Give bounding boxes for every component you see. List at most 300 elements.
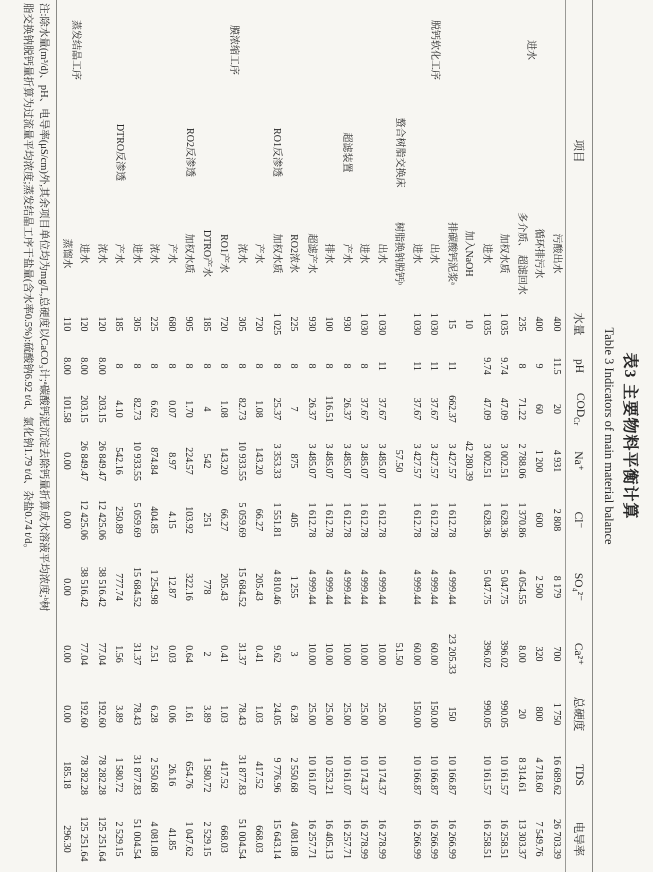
value-cell-6: 60.00 bbox=[428, 642, 440, 666]
value-cell-2: 60 bbox=[533, 404, 545, 415]
value-cell-7: 1.03 bbox=[253, 705, 265, 723]
value-cell-4: 12 425.06 bbox=[78, 500, 90, 541]
value-cell-7: 25.00 bbox=[323, 702, 335, 726]
value-cell-1: 8 bbox=[270, 363, 282, 369]
value-cell-6: 2 bbox=[200, 651, 212, 657]
value-cell-7: 78.43 bbox=[235, 702, 247, 726]
footnote-line: 注:除水量(m³/d)、pH、电导率(μS/cm)外,其余项目单位均为mg/L,总硬度以CaCO₃计;ᵃ碳酸钙泥沉淀去除钙量折算成水溶液平均浓度;ᵇ树 bbox=[38, 3, 50, 612]
stream-label: DTRO产水 bbox=[200, 229, 212, 278]
value-cell-4: 103.92 bbox=[183, 506, 195, 534]
value-cell-8: 31 877.83 bbox=[235, 755, 247, 796]
value-cell-7: 800 bbox=[533, 706, 545, 722]
value-cell-1: 8 bbox=[130, 363, 142, 369]
measure-header-5: SO₄²⁻ bbox=[566, 550, 593, 624]
value-cell-8: 1 580.72 bbox=[113, 757, 125, 793]
stream-label: 浓水 bbox=[95, 243, 107, 264]
value-cell-3: 143.20 bbox=[253, 447, 265, 475]
value-cell-4: 5 059.69 bbox=[235, 502, 247, 538]
value-cell-5: 4 999.44 bbox=[358, 569, 370, 605]
value-cell-8: 417.52 bbox=[253, 761, 265, 789]
value-cell-5: 4 999.44 bbox=[340, 569, 352, 605]
value-cell-8: 10 161.07 bbox=[305, 755, 317, 796]
value-cell-2: 203.15 bbox=[78, 395, 90, 423]
value-cell-9: 2 529.15 bbox=[200, 821, 212, 857]
value-cell-9: 296.30 bbox=[60, 825, 72, 853]
value-cell-5: 8 179 bbox=[550, 575, 562, 599]
value-cell-9: 7 549.76 bbox=[533, 821, 545, 857]
stream-label: 加权水质 bbox=[498, 233, 510, 274]
value-cell-7: 3.89 bbox=[200, 705, 212, 723]
stream-row bbox=[478, 0, 496, 872]
value-cell-1: 9.74 bbox=[498, 357, 510, 375]
value-cell-4: 1 551.81 bbox=[270, 502, 282, 538]
value-cell-3: 3 485.07 bbox=[375, 443, 387, 479]
value-cell-9: 4 081.08 bbox=[288, 821, 300, 857]
measure-header-1: pH bbox=[566, 346, 593, 386]
value-cell-9: 16 257.71 bbox=[340, 819, 352, 860]
stream-label: 浓水 bbox=[148, 243, 160, 264]
value-cell-6: 23 205.33 bbox=[445, 634, 457, 675]
value-cell-7: 0.00 bbox=[60, 705, 72, 723]
value-cell-3: 3 485.07 bbox=[340, 443, 352, 479]
value-cell-3: 3 427.57 bbox=[445, 443, 457, 479]
stream-row bbox=[408, 0, 426, 872]
value-cell-9: 16 258.51 bbox=[498, 819, 510, 860]
value-cell-1 bbox=[390, 346, 408, 386]
value-cell-5: 1 254.98 bbox=[148, 569, 160, 605]
value-cell-4: 404.85 bbox=[148, 506, 160, 534]
value-cell-3: 224.57 bbox=[183, 447, 195, 475]
table-header bbox=[566, 0, 593, 872]
value-cell-6: 77.04 bbox=[95, 642, 107, 666]
value-cell-4: 1 612.78 bbox=[358, 502, 370, 538]
value-cell-0: 400 bbox=[550, 316, 562, 332]
value-cell-5: 5 047.75 bbox=[480, 569, 492, 605]
value-cell-6: 0.41 bbox=[253, 645, 265, 663]
value-cell-3: 10 933.55 bbox=[235, 441, 247, 482]
value-cell-7 bbox=[460, 684, 478, 744]
value-cell-9: 4 081.08 bbox=[148, 821, 160, 857]
value-cell-2: 1.08 bbox=[218, 400, 230, 418]
value-cell-4: 5 059.69 bbox=[130, 502, 142, 538]
value-cell-2: 4.10 bbox=[113, 400, 125, 418]
value-cell-9 bbox=[460, 806, 478, 872]
value-cell-0 bbox=[390, 302, 408, 346]
value-cell-5: 15 684.52 bbox=[130, 567, 142, 608]
value-cell-0: 225 bbox=[288, 316, 300, 332]
value-cell-8: 10 161.07 bbox=[340, 755, 352, 796]
value-cell-4: 251 bbox=[200, 512, 212, 528]
value-cell-7: 6.28 bbox=[148, 705, 160, 723]
value-cell-9: 16 278.99 bbox=[358, 819, 370, 860]
process-subgroup-cell bbox=[425, 100, 495, 205]
process-group-cell: 进水 bbox=[525, 40, 537, 60]
value-cell-6: 1.56 bbox=[113, 645, 125, 663]
value-cell-3: 8.97 bbox=[165, 452, 177, 470]
value-cell-1: 8.00 bbox=[78, 357, 90, 375]
value-cell-9: 16 257.71 bbox=[305, 819, 317, 860]
value-cell-5: 778 bbox=[200, 579, 212, 595]
value-cell-5: 15 684.52 bbox=[235, 567, 247, 608]
value-cell-8: 78 282.28 bbox=[78, 755, 90, 796]
value-cell-6: 396.02 bbox=[480, 640, 492, 668]
value-cell-8: 10 253.21 bbox=[323, 755, 335, 796]
value-cell-8: 2 550.68 bbox=[288, 757, 300, 793]
value-cell-5: 4 999.44 bbox=[410, 569, 422, 605]
value-cell-6: 3 bbox=[288, 651, 300, 657]
value-cell-5: 5 047.75 bbox=[498, 569, 510, 605]
value-cell-6: 31.37 bbox=[130, 642, 142, 666]
value-cell-9: 125 251.64 bbox=[78, 816, 90, 862]
value-cell-6: 700 bbox=[550, 646, 562, 662]
value-cell-2: 662.37 bbox=[445, 395, 457, 423]
value-cell-7: 990.05 bbox=[498, 700, 510, 728]
stream-label: 出水 bbox=[375, 243, 387, 264]
value-cell-8: 10 166.87 bbox=[445, 755, 457, 796]
material-balance-table bbox=[57, 0, 594, 872]
value-cell-5: 38 516.42 bbox=[78, 567, 90, 608]
value-cell-7: 1.61 bbox=[183, 705, 195, 723]
value-cell-8: 10 166.87 bbox=[410, 755, 422, 796]
value-cell-6: 320 bbox=[533, 646, 545, 662]
value-cell-5: 38 516.42 bbox=[95, 567, 107, 608]
process-subgroup-cell: 超滤装置 bbox=[341, 132, 353, 173]
value-cell-5: 4 999.44 bbox=[305, 569, 317, 605]
value-cell-4: 600 bbox=[533, 512, 545, 528]
stream-label: 进水 bbox=[410, 243, 422, 264]
value-cell-7: 25.00 bbox=[375, 702, 387, 726]
value-cell-6: 10.00 bbox=[340, 642, 352, 666]
value-cell-1: 11.5 bbox=[550, 357, 562, 375]
value-cell-8: 185.18 bbox=[60, 761, 72, 789]
value-cell-8: 10 166.87 bbox=[428, 755, 440, 796]
value-cell-2: 26.37 bbox=[340, 397, 352, 421]
value-cell-3: 10 933.55 bbox=[130, 441, 142, 482]
value-cell-2 bbox=[390, 386, 408, 432]
value-cell-8: 417.52 bbox=[218, 761, 230, 789]
value-cell-7: 0.06 bbox=[165, 705, 177, 723]
value-cell-2: 1.70 bbox=[183, 400, 195, 418]
value-cell-9: 16 405.13 bbox=[323, 819, 335, 860]
value-cell-9: 51 004.54 bbox=[130, 819, 142, 860]
value-cell-6: 0.64 bbox=[183, 645, 195, 663]
value-cell-0: 680 bbox=[165, 316, 177, 332]
value-cell-0: 400 bbox=[533, 316, 545, 332]
value-cell-3: 3 002.51 bbox=[498, 443, 510, 479]
value-cell-7: 25.00 bbox=[358, 702, 370, 726]
stream-label: 树脂换钠脱钙ᵇ bbox=[393, 221, 405, 286]
value-cell-7: 150.00 bbox=[410, 700, 422, 728]
value-cell-9: 16 266.99 bbox=[445, 819, 457, 860]
value-cell-2: 203.15 bbox=[95, 395, 107, 423]
value-cell-9: 15 643.14 bbox=[270, 819, 282, 860]
stream-label: 加权水质 bbox=[270, 233, 282, 274]
stream-label: 产水 bbox=[340, 243, 352, 264]
process-subgroup-cell bbox=[57, 100, 93, 205]
value-cell-9: 16 278.99 bbox=[375, 819, 387, 860]
stream-label: 进水 bbox=[78, 243, 90, 264]
table-title-en: Table 3 Indicators of main material balance bbox=[602, 327, 616, 545]
measure-header-7: 总硬度 bbox=[566, 684, 593, 744]
value-cell-8: 26.16 bbox=[165, 763, 177, 787]
value-cell-6: 31.37 bbox=[235, 642, 247, 666]
value-cell-2: 26.37 bbox=[305, 397, 317, 421]
value-cell-5: 2 500 bbox=[533, 575, 545, 599]
value-cell-1: 8 bbox=[340, 363, 352, 369]
value-cell-2: 37.67 bbox=[410, 397, 422, 421]
stream-label: 进水 bbox=[480, 243, 492, 264]
value-cell-8: 10 174.37 bbox=[375, 755, 387, 796]
process-group-cell: 蒸发结晶工序 bbox=[70, 20, 82, 80]
value-cell-4: 66.27 bbox=[218, 508, 230, 532]
measure-header-3: Na⁺ bbox=[566, 432, 593, 490]
value-cell-0: 720 bbox=[253, 316, 265, 332]
value-cell-8: 31 877.83 bbox=[130, 755, 142, 796]
value-cell-8: 8 314.61 bbox=[515, 757, 527, 793]
stream-row bbox=[355, 0, 373, 872]
value-cell-9: 125 251.64 bbox=[95, 816, 107, 862]
value-cell-1: 8 bbox=[253, 363, 265, 369]
value-cell-0: 225 bbox=[148, 316, 160, 332]
value-cell-2: 4 bbox=[200, 406, 212, 412]
value-cell-1: 8 bbox=[165, 363, 177, 369]
value-cell-5: 1 255 bbox=[288, 575, 300, 599]
value-cell-6 bbox=[460, 624, 478, 684]
value-cell-4: 12 425.06 bbox=[95, 500, 107, 541]
process-subgroup-cell bbox=[495, 100, 566, 205]
value-cell-2: 47.09 bbox=[498, 397, 510, 421]
value-cell-9: 13 303.37 bbox=[515, 819, 527, 860]
process-subgroup-cell: DTRO反渗透 bbox=[114, 123, 125, 182]
value-cell-6: 2.51 bbox=[148, 645, 160, 663]
stream-label: 排水 bbox=[323, 243, 335, 264]
value-cell-4: 66.27 bbox=[253, 508, 265, 532]
value-cell-8: 654.76 bbox=[183, 761, 195, 789]
stream-label: 蒸馏水 bbox=[60, 238, 72, 269]
value-cell-5: 205.43 bbox=[218, 573, 230, 601]
value-cell-4 bbox=[460, 490, 478, 550]
stream-row bbox=[303, 0, 321, 872]
value-cell-3: 26 849.47 bbox=[78, 441, 90, 482]
value-cell-9: 16 266.99 bbox=[428, 819, 440, 860]
value-cell-2: 71.22 bbox=[515, 397, 527, 421]
value-cell-7: 150 bbox=[445, 706, 457, 722]
value-cell-3: 26 849.47 bbox=[95, 441, 107, 482]
value-cell-1: 9.74 bbox=[480, 357, 492, 375]
stream-label: 出水 bbox=[428, 243, 440, 264]
value-cell-2: 6.62 bbox=[148, 400, 160, 418]
value-cell-1: 11 bbox=[410, 361, 422, 371]
item-header-cell: 项目 bbox=[566, 0, 593, 302]
value-cell-1: 8 bbox=[288, 363, 300, 369]
value-cell-4: 1 370.86 bbox=[515, 502, 527, 538]
value-cell-1: 9 bbox=[533, 363, 545, 369]
value-cell-4: 1 612.78 bbox=[340, 502, 352, 538]
value-cell-0: 120 bbox=[78, 316, 90, 332]
value-cell-7: 25.00 bbox=[340, 702, 352, 726]
value-cell-1: 11 bbox=[375, 361, 387, 371]
value-cell-9: 16 266.99 bbox=[410, 819, 422, 860]
value-cell-3: 143.20 bbox=[218, 447, 230, 475]
value-cell-1: 8 bbox=[358, 363, 370, 369]
value-cell-5: 4 810.46 bbox=[270, 569, 282, 605]
value-cell-1: 8 bbox=[218, 363, 230, 369]
stream-row bbox=[548, 0, 566, 872]
value-cell-4 bbox=[390, 490, 408, 550]
value-cell-6: 10.00 bbox=[358, 642, 370, 666]
value-cell-6: 0.00 bbox=[60, 645, 72, 663]
process-group-cell: 脱钙软化工序 bbox=[429, 20, 440, 80]
value-cell-0: 1 030 bbox=[358, 312, 370, 336]
value-cell-5: 777.74 bbox=[113, 573, 125, 601]
value-cell-3: 3 002.51 bbox=[480, 443, 492, 479]
value-cell-8: 2 550.68 bbox=[148, 757, 160, 793]
value-cell-8: 1 580.72 bbox=[200, 757, 212, 793]
value-cell-3: 542.16 bbox=[113, 447, 125, 475]
value-cell-0: 1 030 bbox=[410, 312, 422, 336]
header-row bbox=[566, 0, 593, 872]
stream-label: 产水 bbox=[253, 243, 265, 264]
value-cell-3: 1 200 bbox=[533, 449, 545, 473]
footnote-line: 脂交换钠脱钙量折算为过流量平均浓度;蒸发结晶工序干盐量(含水率0.5%):硫酸钠6.92 t/d、氯化钠1.79 t/d、杂盐0.74 t/d。 bbox=[22, 3, 34, 554]
table-footnotes bbox=[19, 3, 52, 869]
stream-row bbox=[215, 0, 233, 872]
stream-label: 排碳酸钙泥浆ᵃ bbox=[445, 222, 457, 285]
stream-label: 加权水质 bbox=[183, 233, 195, 274]
stream-label: 超滤产水 bbox=[305, 233, 317, 274]
value-cell-5: 4 999.44 bbox=[375, 569, 387, 605]
value-cell-7: 25.00 bbox=[305, 702, 317, 726]
value-cell-7: 990.05 bbox=[480, 700, 492, 728]
table-body bbox=[57, 0, 566, 872]
value-cell-6: 10.00 bbox=[323, 642, 335, 666]
value-cell-7: 1 750 bbox=[550, 702, 562, 726]
value-cell-0: 1 025 bbox=[270, 312, 282, 336]
value-cell-0: 1 030 bbox=[428, 312, 440, 336]
value-cell-3: 4 931 bbox=[550, 449, 562, 473]
value-cell-0: 15 bbox=[445, 319, 457, 330]
value-cell-1: 8 bbox=[323, 363, 335, 369]
value-cell-4: 1 612.78 bbox=[375, 502, 387, 538]
value-cell-5 bbox=[390, 550, 408, 624]
value-cell-3: 57.50 bbox=[393, 449, 405, 473]
process-subgroup-cell: RO1反渗透 bbox=[271, 128, 283, 177]
value-cell-8 bbox=[390, 744, 408, 806]
value-cell-1: 11 bbox=[445, 361, 457, 371]
value-cell-5: 322.16 bbox=[183, 573, 195, 601]
measure-header-9: 电导率 bbox=[566, 806, 593, 872]
value-cell-0: 235 bbox=[515, 316, 527, 332]
value-cell-2: 37.67 bbox=[428, 397, 440, 421]
stream-label: 浓水 bbox=[235, 243, 247, 264]
value-cell-3: 3 485.07 bbox=[305, 443, 317, 479]
value-cell-6: 9.62 bbox=[270, 645, 282, 663]
stream-label: RO1产水 bbox=[218, 234, 230, 273]
value-cell-9: 1 047.62 bbox=[183, 821, 195, 857]
value-cell-8: 16 689.62 bbox=[550, 755, 562, 796]
value-cell-0: 110 bbox=[60, 316, 72, 332]
value-cell-2: 47.09 bbox=[480, 397, 492, 421]
value-cell-0: 720 bbox=[218, 316, 230, 332]
value-cell-7: 192.60 bbox=[95, 700, 107, 728]
value-cell-2: 25.37 bbox=[270, 397, 282, 421]
value-cell-8: 9 776.96 bbox=[270, 757, 282, 793]
value-cell-9: 668.03 bbox=[218, 825, 230, 853]
value-cell-1: 8 bbox=[305, 363, 317, 369]
value-cell-2: 37.67 bbox=[375, 397, 387, 421]
value-cell-5 bbox=[460, 550, 478, 624]
value-cell-6: 10.00 bbox=[305, 642, 317, 666]
value-cell-1: 8.00 bbox=[60, 357, 72, 375]
value-cell-2: 7 bbox=[288, 406, 300, 412]
value-cell-8: 10 174.37 bbox=[358, 755, 370, 796]
stream-row bbox=[75, 0, 93, 872]
value-cell-5: 0.00 bbox=[60, 578, 72, 596]
stream-label: 进水 bbox=[130, 243, 142, 264]
value-cell-9: 41.85 bbox=[165, 827, 177, 851]
value-cell-3: 874.84 bbox=[148, 447, 160, 475]
measure-header-2: $COD_{Cr}$ bbox=[566, 386, 593, 432]
stream-label: 进水 bbox=[358, 243, 370, 264]
table-title-zh: 表3 主要物料平衡计算 bbox=[621, 352, 638, 520]
stream-label: 污酸出水 bbox=[550, 233, 562, 274]
value-cell-2 bbox=[460, 386, 478, 432]
value-cell-9 bbox=[390, 806, 408, 872]
value-cell-7: 78.43 bbox=[130, 702, 142, 726]
value-cell-4: 2 808 bbox=[550, 508, 562, 532]
value-cell-7: 6.28 bbox=[288, 705, 300, 723]
value-cell-7: 24.05 bbox=[270, 702, 282, 726]
measure-header-6: Ca²⁺ bbox=[566, 624, 593, 684]
value-cell-3: 3 427.57 bbox=[410, 443, 422, 479]
process-subgroup-cell: RO2反渗透 bbox=[184, 128, 195, 177]
value-cell-6: 60.00 bbox=[410, 642, 422, 666]
value-cell-8: 10 161.57 bbox=[480, 755, 492, 796]
value-cell-9: 51 004.54 bbox=[235, 819, 247, 860]
value-cell-0: 185 bbox=[200, 316, 212, 332]
value-cell-8: 78 282.28 bbox=[95, 755, 107, 796]
value-cell-2: 0.07 bbox=[165, 400, 177, 418]
value-cell-9: 26 703.39 bbox=[550, 819, 562, 860]
value-cell-6: 51.50 bbox=[393, 642, 405, 666]
value-cell-0: 930 bbox=[305, 316, 317, 332]
value-cell-1: 8 bbox=[113, 363, 125, 369]
value-cell-3: 875 bbox=[288, 453, 300, 469]
value-cell-0: 120 bbox=[95, 316, 107, 332]
value-cell-2: 101.58 bbox=[60, 395, 72, 423]
value-cell-1: 8 bbox=[200, 363, 212, 369]
value-cell-1 bbox=[460, 346, 478, 386]
value-cell-2: 82.73 bbox=[235, 397, 247, 421]
process-group-cell: 膜浓缩工序 bbox=[227, 25, 239, 75]
stream-label: 循环排污水 bbox=[533, 228, 545, 279]
stream-label: 产水 bbox=[165, 243, 177, 264]
value-cell-1: 8 bbox=[183, 363, 195, 369]
stream-label: 产水 bbox=[113, 243, 125, 264]
value-cell-0: 1 030 bbox=[375, 312, 387, 336]
value-cell-0: 100 bbox=[323, 316, 335, 332]
value-cell-6: 8.00 bbox=[515, 645, 527, 663]
value-cell-0: 305 bbox=[130, 316, 142, 332]
value-cell-2: 1.08 bbox=[253, 400, 265, 418]
value-cell-7: 150.00 bbox=[428, 700, 440, 728]
value-cell-1: 8 bbox=[148, 363, 160, 369]
value-cell-3: 2 788.06 bbox=[515, 443, 527, 479]
value-cell-4: 1 612.78 bbox=[445, 502, 457, 538]
value-cell-8 bbox=[460, 744, 478, 806]
value-cell-6: 0.03 bbox=[165, 645, 177, 663]
value-cell-9: 2 529.15 bbox=[113, 821, 125, 857]
